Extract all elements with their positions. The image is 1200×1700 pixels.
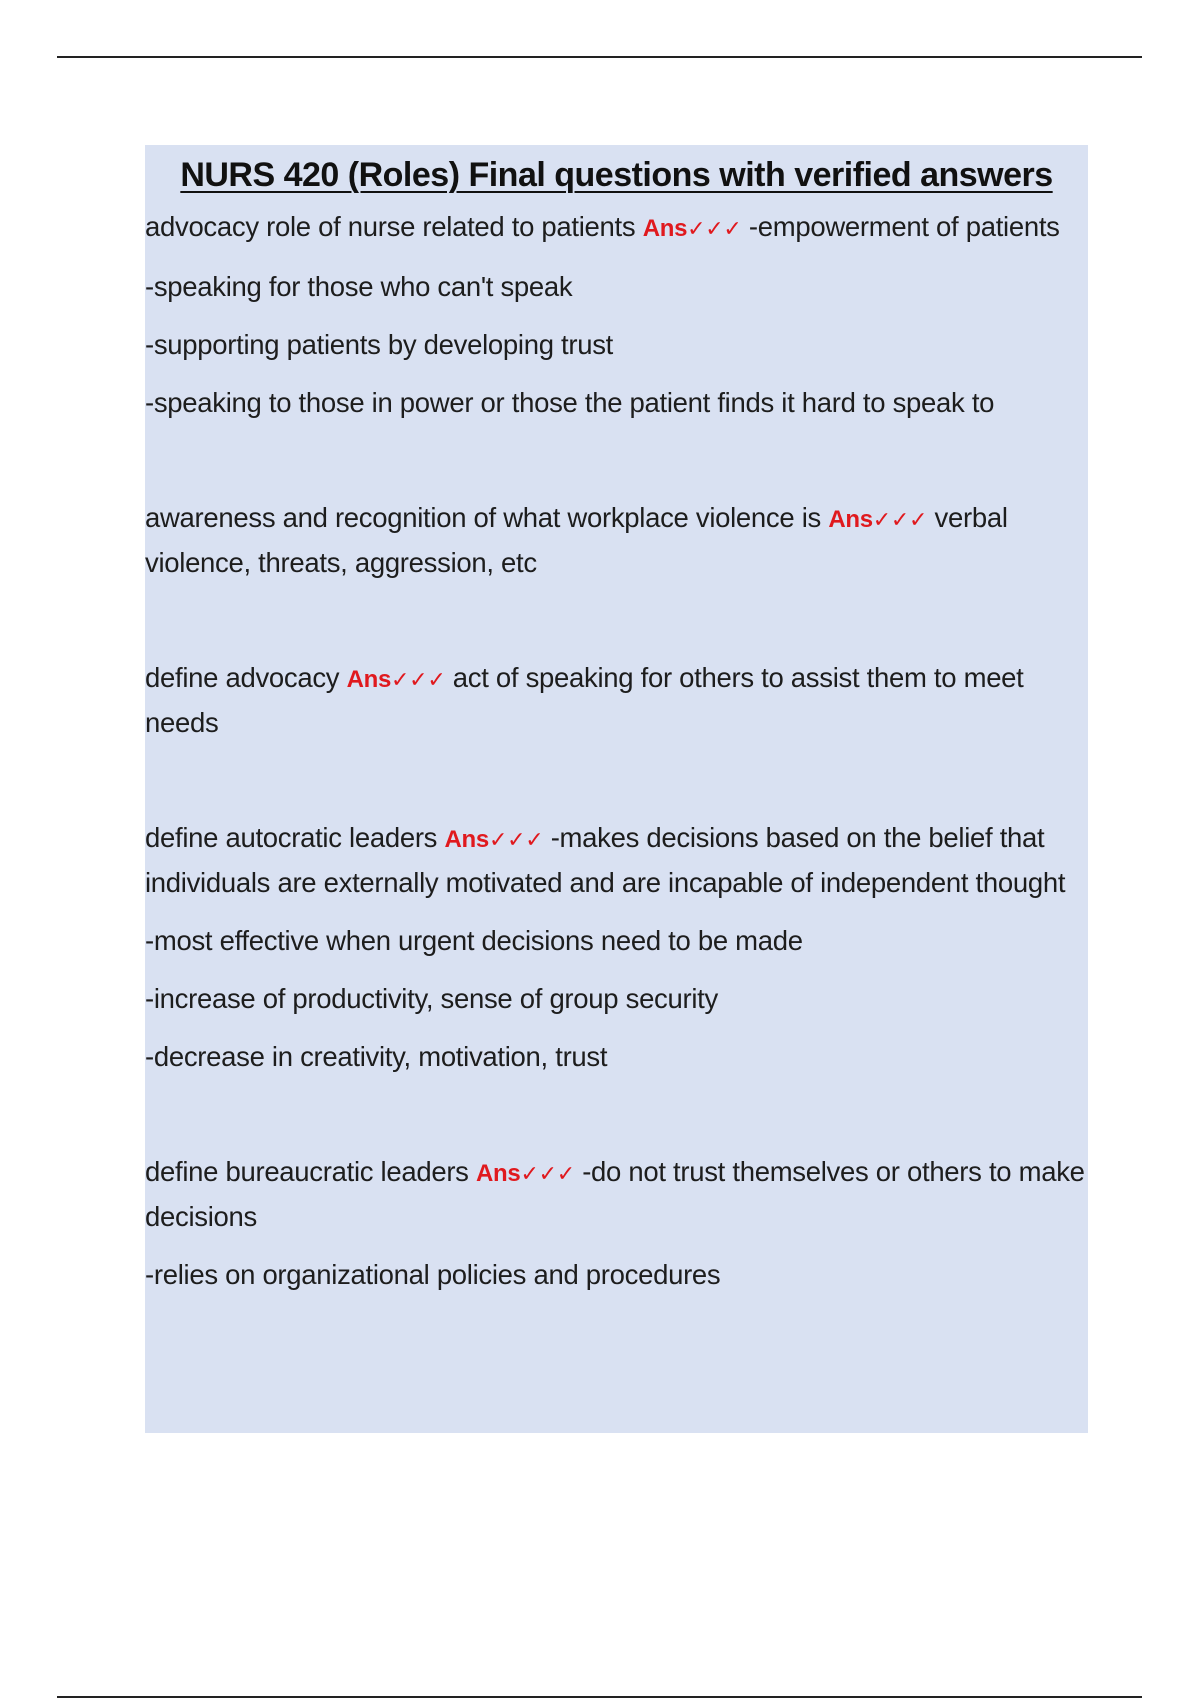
header-rule: [57, 56, 1142, 58]
qa-item: [145, 816, 1088, 1078]
answer-marker: Ans: [642, 215, 688, 242]
qa-item: [145, 656, 1088, 744]
check-marks-icon: ✓✓✓: [520, 1161, 575, 1186]
answer-text: act of speaking for others to assist them to meet needs: [145, 662, 1024, 738]
qa-item: [145, 496, 1088, 584]
check-marks-icon: ✓✓✓: [687, 216, 742, 241]
answer-text: -relies on organizational policies and procedures: [145, 1259, 721, 1290]
answer-text: -most effective when urgent decisions need to be made: [145, 925, 803, 956]
qa-item: [145, 1150, 1088, 1296]
question-text: define advocacy: [145, 662, 340, 693]
answer-text: -speaking to those in power or those the patient finds it hard to speak to: [145, 387, 995, 418]
answer-text: -increase of productivity, sense of group security: [145, 983, 718, 1014]
footer-rule: [57, 1696, 1142, 1698]
question-text: advocacy role of nurse related to patients: [145, 211, 636, 242]
answer-marker: Ans: [444, 826, 489, 853]
answer-text: -decrease in creativity, motivation, trust: [145, 1041, 608, 1072]
question-line: [145, 816, 1088, 904]
question-line: [145, 1150, 1088, 1238]
check-marks-icon: ✓✓✓: [488, 827, 544, 852]
question-line: [145, 496, 1088, 584]
answer-text: verbal violence, threats, aggression, etc: [145, 502, 1008, 578]
document-content: [145, 145, 1088, 1433]
check-marks-icon: ✓✓✓: [391, 667, 446, 692]
answer-marker: Ans: [346, 666, 392, 693]
answer-text: -empowerment of patients: [748, 211, 1060, 242]
answer-text: -do not trust themselves or others to make decisions: [145, 1156, 1085, 1232]
question-line: [145, 205, 1088, 250]
check-marks-icon: ✓✓✓: [872, 507, 928, 532]
question-text: define bureaucratic leaders: [145, 1156, 469, 1187]
question-line: [145, 656, 1088, 744]
answer-text: -makes decisions based on the belief that individuals are externally motivated and are incapable of independent thought: [145, 822, 1066, 898]
question-text: awareness and recognition of what workplace violence is: [145, 502, 821, 533]
answer-marker: Ans: [828, 506, 873, 533]
document-title: NURS 420 (Roles) Final questions with verified answers: [180, 156, 1053, 194]
qa-item: [145, 205, 1088, 424]
question-text: define autocratic leaders: [145, 822, 438, 853]
answer-text: -speaking for those who can't speak: [145, 271, 573, 302]
answer-marker: Ans: [475, 1160, 521, 1187]
answer-text: -supporting patients by developing trust: [145, 329, 614, 360]
